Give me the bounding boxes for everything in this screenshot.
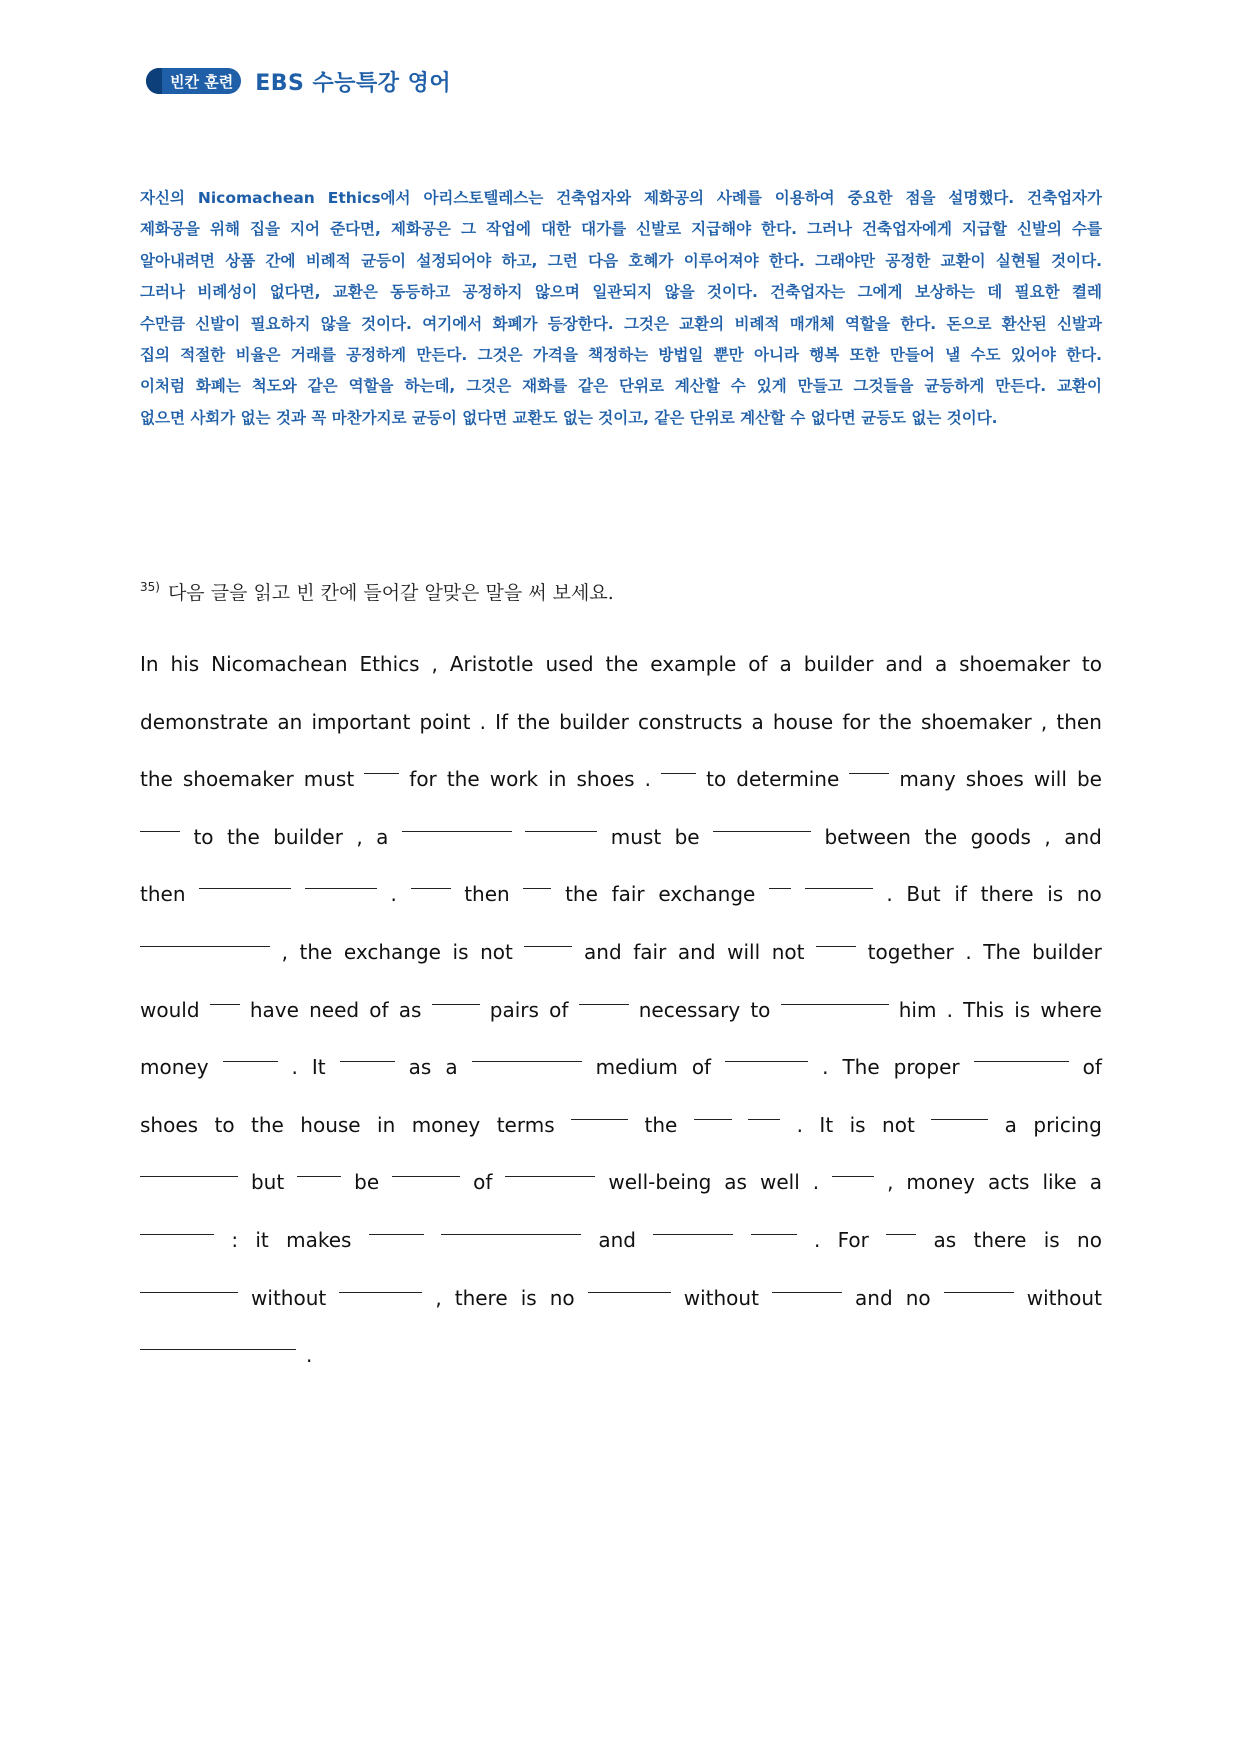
passage-word: be <box>1076 767 1102 792</box>
passage-word: the <box>879 709 912 734</box>
answer-blank[interactable] <box>571 1093 628 1120</box>
answer-blank[interactable] <box>223 1035 278 1062</box>
passage-word: if <box>954 882 967 907</box>
passage-word: is <box>452 939 469 964</box>
question-number: 35) <box>140 580 160 594</box>
passage-word: pricing <box>1033 1112 1102 1137</box>
passage-word: would <box>140 997 200 1022</box>
passage-word: Aristotle <box>449 652 534 676</box>
passage-word: in <box>548 767 567 792</box>
passage-word: his <box>170 652 200 676</box>
answer-blank[interactable] <box>364 747 399 774</box>
answer-blank[interactable] <box>305 862 377 889</box>
passage-word: builder <box>803 652 874 676</box>
passage-word: the <box>299 939 333 964</box>
answer-blank[interactable] <box>524 920 572 947</box>
question-prompt <box>140 578 614 605</box>
answer-blank[interactable] <box>781 978 889 1005</box>
passage-word: constructs <box>638 709 743 734</box>
passage-word: and <box>885 652 923 676</box>
answer-blank[interactable] <box>849 747 889 774</box>
passage-word: builder <box>1032 939 1102 964</box>
passage-word: . <box>822 1055 829 1080</box>
passage-word: as <box>933 1227 957 1252</box>
passage-word: The <box>983 939 1021 964</box>
passage-word: In <box>140 652 159 676</box>
translation-line: 없으면 사회가 없는 것과 꼭 마찬가지로 균등이 없다면 교환도 없는 것이고, 같은 단위로 계산할 수 없다면 균등도 없는 것이다. <box>140 408 998 427</box>
passage-word: makes <box>286 1227 352 1252</box>
passage-word: money <box>411 1112 481 1137</box>
answer-blank[interactable] <box>523 862 551 889</box>
passage-word: money <box>140 1055 209 1080</box>
answer-blank[interactable] <box>140 920 270 947</box>
passage-word: without <box>1026 1285 1102 1310</box>
answer-blank[interactable] <box>411 862 451 889</box>
passage-word: not <box>882 1112 915 1137</box>
answer-blank[interactable] <box>210 978 240 1005</box>
passage-word: will <box>1033 767 1067 792</box>
translation-line: 수만큼 신발이 필요하지 않을 것이다. 여기에서 화폐가 등장한다. 그것은 교환의 비례적 매개체 역할을 한다. 돈으로 환산된 신발과 <box>140 314 1102 333</box>
passage-word: : <box>231 1227 239 1252</box>
passage-word: money <box>906 1170 975 1195</box>
translation-line: 집의 적절한 비율은 거래를 공정하게 만든다. 그것은 가격을 책정하는 방법일 뿐만 아니라 행복 또한 만들어 낼 수도 있어야 한다. <box>140 346 1102 365</box>
passage-word: fair <box>611 882 645 907</box>
answer-blank[interactable] <box>297 1150 341 1177</box>
passage-word: have <box>249 997 299 1022</box>
passage-word: goods <box>970 824 1031 849</box>
passage-word: and <box>598 1227 637 1252</box>
passage-word: work <box>489 767 539 792</box>
passage-word: . <box>479 709 486 734</box>
passage-word: a <box>751 709 764 734</box>
passage-word: example <box>650 652 737 676</box>
passage-word: , <box>1044 824 1051 849</box>
passage-word: shoes <box>965 767 1024 792</box>
half-circle-icon <box>146 68 162 94</box>
passage-word: in <box>377 1112 396 1137</box>
passage-word: , <box>356 824 363 849</box>
answer-blank[interactable] <box>769 862 791 889</box>
passage-word: as <box>408 1055 432 1080</box>
passage-word: as <box>724 1170 747 1195</box>
korean-translation <box>140 183 1102 434</box>
passage-word: the <box>226 824 260 849</box>
passage-word: the <box>644 1112 678 1137</box>
passage-line <box>140 924 1102 982</box>
section-badge <box>146 68 241 94</box>
passage-word: This <box>963 997 1005 1022</box>
answer-blank[interactable] <box>472 1035 582 1062</box>
passage-word: demonstrate <box>140 709 269 734</box>
badge-label: 빈칸 훈련 <box>170 72 234 91</box>
passage-line <box>140 982 1102 1040</box>
translation-line: 알아내려면 상품 간에 비례적 균등이 설정되어야 하고, 그런 다음 호혜가 이루어져야 한다. 그래야만 공정한 교환이 실현될 것이다. <box>140 251 1102 270</box>
passage-word: without <box>683 1285 759 1310</box>
answer-blank[interactable] <box>340 1035 395 1062</box>
passage-word: the <box>924 824 958 849</box>
answer-blank[interactable] <box>505 1150 595 1177</box>
passage-line <box>140 1212 1102 1270</box>
translation-line: 이처럼 화폐는 척도와 같은 역할을 하는데, 그것은 재화를 같은 단위로 계산할 수 있게 만들고 그것들을 균등하게 만든다. 교환이 <box>140 377 1102 396</box>
passage-word: of <box>691 1055 712 1080</box>
answer-blank[interactable] <box>525 805 597 832</box>
passage-word: The <box>842 1055 880 1080</box>
fill-in-passage <box>140 636 1102 1385</box>
answer-blank[interactable] <box>140 1323 296 1350</box>
answer-blank[interactable] <box>339 1266 422 1293</box>
passage-word: well-being <box>608 1170 712 1195</box>
answer-blank[interactable] <box>588 1266 671 1293</box>
passage-word: the <box>446 767 480 792</box>
passage-word: to <box>214 1112 235 1137</box>
passage-word: shoes <box>140 1112 199 1137</box>
passage-word: pairs <box>489 997 539 1022</box>
answer-blank[interactable] <box>832 1150 874 1177</box>
passage-word: determine <box>736 767 840 792</box>
passage-word: a <box>934 652 948 676</box>
passage-word: a <box>1004 1112 1017 1137</box>
answer-blank[interactable] <box>661 747 696 774</box>
passage-word: It <box>819 1112 834 1137</box>
passage-word: necessary <box>638 997 741 1022</box>
passage-word: need <box>309 997 360 1022</box>
passage-word: a <box>376 824 389 849</box>
translation-line: 그러나 비례성이 없다면, 교환은 동등하고 공정하지 않으며 일관되지 않을 것이다. 건축업자는 그에게 보상하는 데 필요한 켤레 <box>140 283 1102 302</box>
passage-word: be <box>354 1170 380 1195</box>
passage-word: point <box>419 709 471 734</box>
passage-word: , <box>1040 709 1048 734</box>
passage-word: . <box>796 1112 803 1137</box>
answer-blank[interactable] <box>199 862 291 889</box>
answer-blank[interactable] <box>432 978 480 1005</box>
passage-word: . <box>306 1343 313 1368</box>
passage-line <box>140 1327 1102 1385</box>
passage-word: and <box>1064 824 1102 849</box>
answer-blank[interactable] <box>369 1208 424 1235</box>
passage-line <box>140 1039 1102 1097</box>
page-title: EBS 수능특강 영어 <box>255 70 452 96</box>
passage-word: , <box>435 1285 442 1310</box>
passage-word: is <box>849 1112 866 1137</box>
passage-word: of <box>473 1170 493 1195</box>
answer-blank[interactable] <box>944 1266 1014 1293</box>
passage-word: no <box>1077 1227 1102 1252</box>
passage-word: where <box>1040 997 1102 1022</box>
passage-word: no <box>1076 882 1102 907</box>
passage-word: a <box>779 652 792 676</box>
passage-word: . <box>965 939 972 964</box>
passage-word: is <box>520 1285 537 1310</box>
passage-word: without <box>251 1285 327 1310</box>
passage-word: not <box>771 939 805 964</box>
passage-word: then <box>1056 709 1102 734</box>
passage-word: shoemaker <box>920 709 1032 734</box>
answer-blank[interactable] <box>579 978 629 1005</box>
answer-blank[interactable] <box>725 1035 808 1062</box>
answer-blank[interactable] <box>772 1266 842 1293</box>
passage-word: for <box>409 767 437 792</box>
answer-blank[interactable] <box>931 1093 988 1120</box>
question-text: 다음 글을 읽고 빈 칸에 들어갈 알맞은 말을 써 보세요. <box>167 582 614 604</box>
passage-word: to <box>706 767 727 792</box>
passage-word: but <box>250 1170 285 1195</box>
passage-word: of <box>1082 1055 1102 1080</box>
answer-blank[interactable] <box>805 862 873 889</box>
passage-word: for <box>842 709 870 734</box>
passage-word: house <box>300 1112 361 1137</box>
passage-word: there <box>973 1227 1027 1252</box>
answer-blank[interactable] <box>653 1208 733 1235</box>
passage-word: terms <box>496 1112 555 1137</box>
passage-word: not <box>480 939 513 964</box>
passage-word: then <box>140 882 186 907</box>
passage-word: to <box>750 997 771 1022</box>
answer-blank[interactable] <box>140 1150 238 1177</box>
passage-word: important <box>311 709 411 734</box>
passage-word: of <box>748 652 768 676</box>
passage-word: many <box>899 767 956 792</box>
answer-blank[interactable] <box>392 1150 460 1177</box>
answer-blank[interactable] <box>441 1208 581 1235</box>
passage-word: must <box>610 824 662 849</box>
passage-word: as <box>398 997 422 1022</box>
passage-word: there <box>454 1285 508 1310</box>
answer-blank[interactable] <box>886 1208 916 1235</box>
answer-blank[interactable] <box>402 805 512 832</box>
passage-word: exchange <box>343 939 441 964</box>
answer-blank[interactable] <box>816 920 856 947</box>
passage-word: . <box>390 882 397 907</box>
passage-word: . <box>291 1055 298 1080</box>
passage-word: builder <box>273 824 343 849</box>
passage-word: it <box>255 1227 269 1252</box>
passage-word: to <box>193 824 214 849</box>
passage-word: the <box>605 652 639 676</box>
passage-word: shoemaker <box>182 767 294 792</box>
passage-word: exchange <box>658 882 756 907</box>
passage-word: a <box>445 1055 458 1080</box>
passage-word: But <box>906 882 941 907</box>
passage-word: the <box>251 1112 284 1137</box>
passage-word: and <box>677 939 716 964</box>
translation-line: 제화공을 위해 집을 지어 준다면, 제화공은 그 작업에 대한 대가를 신발로 지급해야 한다. 그러나 건축업자에게 지급할 신발의 수를 <box>140 220 1102 239</box>
passage-word: . <box>644 767 651 792</box>
passage-line <box>140 866 1102 924</box>
passage-word: and <box>855 1285 893 1310</box>
passage-word: must <box>303 767 355 792</box>
answer-blank[interactable] <box>751 1208 797 1235</box>
passage-word: is <box>1047 882 1064 907</box>
passage-word: , <box>887 1170 894 1195</box>
passage-word: . <box>812 1170 820 1195</box>
passage-word: used <box>545 652 594 676</box>
passage-line <box>140 1097 1102 1155</box>
passage-word: well <box>759 1170 800 1195</box>
passage-word: to <box>1081 652 1102 676</box>
passage-word: . <box>813 1227 821 1252</box>
passage-word: shoes <box>576 767 635 792</box>
passage-word: an <box>277 709 303 734</box>
passage-word: him <box>898 997 937 1022</box>
answer-blank[interactable] <box>140 805 180 832</box>
passage-word: is <box>1014 997 1031 1022</box>
passage-word: , <box>431 652 438 676</box>
passage-line <box>140 751 1102 809</box>
passage-word: no <box>549 1285 575 1310</box>
passage-word: shoemaker <box>959 652 1070 676</box>
translation-line: 자신의 Nicomachean Ethics에서 아리스토텔레스는 건축업자와 제화공의 사례를 이용하여 중요한 점을 설명했다. 건축업자가 <box>140 189 1102 207</box>
answer-blank[interactable] <box>974 1035 1069 1062</box>
passage-word: is <box>1043 1227 1060 1252</box>
passage-word: , <box>281 939 288 964</box>
passage-word: Ethics <box>359 652 420 676</box>
passage-word: together <box>867 939 954 964</box>
passage-line <box>140 1154 1102 1212</box>
passage-word: of <box>549 997 569 1022</box>
passage-word: between <box>824 824 911 849</box>
answer-blank[interactable] <box>713 805 811 832</box>
passage-line <box>140 1270 1102 1328</box>
passage-word: the <box>140 767 173 792</box>
passage-word: house <box>772 709 834 734</box>
passage-word: medium <box>595 1055 678 1080</box>
passage-word: be <box>674 824 700 849</box>
passage-word: the <box>565 882 598 907</box>
passage-word: the <box>517 709 551 734</box>
passage-word: will <box>727 939 761 964</box>
passage-word: no <box>905 1285 931 1310</box>
answer-blank[interactable] <box>140 1208 214 1235</box>
passage-line <box>140 694 1102 752</box>
passage-word: like <box>1042 1170 1077 1195</box>
passage-word: a <box>1089 1170 1102 1195</box>
passage-word: there <box>980 882 1034 907</box>
passage-line <box>140 636 1102 694</box>
passage-word: proper <box>893 1055 960 1080</box>
passage-word: . <box>946 997 953 1022</box>
passage-word: . <box>886 882 893 907</box>
passage-word: builder <box>559 709 629 734</box>
passage-word: Nicomachean <box>211 652 348 676</box>
passage-word: fair <box>633 939 667 964</box>
answer-blank[interactable] <box>140 1266 238 1293</box>
passage-word: It <box>311 1055 326 1080</box>
answer-blank[interactable] <box>748 1093 780 1120</box>
answer-blank[interactable] <box>694 1093 732 1120</box>
passage-line <box>140 809 1102 867</box>
passage-word: then <box>464 882 510 907</box>
passage-word: If <box>495 709 509 734</box>
page-header <box>146 66 451 96</box>
passage-word: For <box>837 1227 869 1252</box>
passage-word: acts <box>987 1170 1030 1195</box>
passage-word: of <box>369 997 389 1022</box>
passage-word: and <box>584 939 622 964</box>
